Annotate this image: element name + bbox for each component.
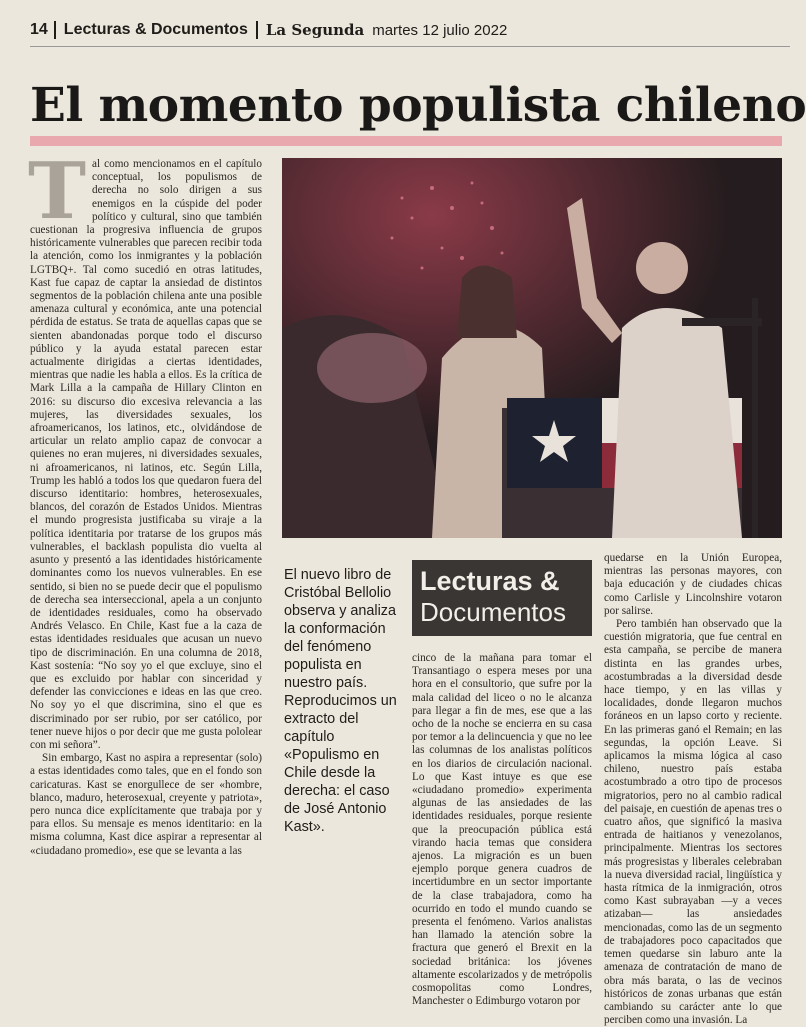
section-logo: [412, 560, 592, 636]
section-logo-line-2: Documentos: [420, 597, 566, 627]
issue-date: martes 12 julio 2022: [372, 21, 508, 39]
column-4-paragraph-1: quedarse en la Unión Europea, mientras las personas mayores, con baja educación y de ciudades chicas como Carlisle y Lincolnshire votaron por salirse.: [604, 552, 782, 617]
page-header: [30, 17, 790, 43]
article-deck: El nuevo libro de Cristóbal Bellolio observa y analiza la conformación del fenómeno populista en nuestro país. Reproducimos un extracto del capítulo «Populismo en Chile desde la derecha: el caso de José Antonio Kast».: [284, 567, 397, 835]
column-3-paragraph-1: cinco de la mañana para tomar el Transantiago o espera meses por una hora en el consultorio, que sufre por la mala calidad del liceo o no le alcanza para llegar a fin de mes, ese que a las ocho de la noche se encierra en su casa por temor a la delincuencia y que no lee las columnas de los analistas políticos en los diarios de circulación nacional. Lo que Kast intuye es que ese «ciudadano promedio» experimenta algunas de las ansiedades de las identidades residuales, porque resiente que la preocupación pública está virando hacia temas que considera ajenos. La migración es un buen ejemplo porque genera cuadros de incertidumbre en un sector importante de la clase trabajadora, como ha ocurrido en todo el mundo cuando se presenta el fenómeno. Varios analistas han llamado la atención sobre la fractura que generó el Brexit en la sociedad británica: los jóvenes altamente escolarizados y de metrópolis cosmopolitas como Londres, Manchester o Edimburgo votaron por: [412, 652, 592, 1008]
section-name: Lecturas & Documentos: [64, 21, 258, 39]
headline: El momento populista chileno: [30, 78, 806, 133]
section-logo-line-1: Lecturas &: [420, 566, 560, 596]
accent-bar: [30, 136, 782, 146]
drop-cap: T: [28, 146, 87, 237]
photo-kast-celebration-icon: [282, 158, 782, 538]
header-rule: [30, 46, 790, 47]
article-photo: [282, 158, 782, 538]
column-4-paragraph-2: Pero también han observado que la cuestión migratoria, que fue central en esta campaña, se percibe de manera distinta en las grandes urbes, acostumbradas a la diversidad desde hace tiempo, y en las villas y localidades, donde llegaron muchos foráneos en un lapso corto y reciente. En las primeras ganó el Remain; en las segundas, la opción Leave. Si aplicamos la misma lógica al caso chileno, nuestro país estaba acostumbrado a otro tipo de procesos migratorios, pero no al cambio radical del paisaje, en cuestión de apenas tres o cuatro años, que significó la masiva entrada de haitianos y venezolanos, principalmente. Mientras los sectores más progresistas y liberales celebraban la nueva diversidad racial, lingüística y hasta rítmica de la inmigración, otros como Kast subrayaban —y a veces atizaban— las ansiedades mencionadas, como las de un segmento de trabajadores poco capacitados que temen quedarse sin laburo ante la amenaza de contratación de mano de obra más barata, o las de vecinos históricos de zonas urbanas que están cambiando su carácter ante lo que perciben como una invasión. La: [604, 618, 782, 1027]
column-1-paragraph-2: Sin embargo, Kast no aspira a representar (solo) a estas identidades como tales, que en el fondo son caricaturas. Kast se enorgullece de ser «hombre, blanco, maduro, heterosexual, creyente y patriota», pero nunca dice explícitamente que trabaja por y para ellos. Su mensaje es menos identitario: en la misma columna, Kast dice aspirar a representar al «ciudadano promedio», ese que se levanta a las: [30, 752, 262, 857]
column-1: [28, 146, 262, 988]
column-1-paragraph-1: al como mencionamos en el capítulo conceptual, los populismos de derecha no solo dirigen a sus enemigos en la cúspide del poder político y cultural, sino que también cuestionan la progresiva influencia de grupos históricamente vulnerables que parecen recibir toda la atención, como los inmigrantes y la población LGTBQ+. Tal como sucedió en otras latitudes, Kast fue capaz de captar la ansiedad de distintos segmentos de la población chilena ante una posible amenaza cultural y económica, ante una potencial pérdida de estatus. Se trata de aquellas capas que se sienten abandonadas porque todo el discurso público y la ayuda estatal parecen estar actualmente dirigidas a ciertas identidades, mientras que nadie les habla a ellos. Es la crítica de Mark Lilla a la campaña de Hillary Clinton en 2016: su discurso dio excesiva relevancia a las mujeres, las diversidades sexuales, los afroamericanos, los latinos, etc., olvidándose de articular un relato amplio capaz de convocar a quienes no eran mujeres, ni diversidades sexuales, ni afroamericanos, ni latinos, etc. Según Lilla, Trump les habló a todos los que quedaron fuera del discurso identitario: hombres, heterosexuales, blancos, del corazón de Estados Unidos. Mientras el mundo progresista justificaba su viraje a la política identitaria por tratarse de los grupos más vulnerables, el backlash populista dio vuelta al asunto y presentó a las identidades históricamente dominantes como los nuevos vulnerables. En ese sentido, si bien no se puede decir que el populismo de derecha sea interseccional, apela a un conjunto de identidades residuales, como ha observado Andrés Velasco. En Chile, Kast fue a la caza de estas identidades residuales que acusan un nuevo tipo de discriminación. En una columna de 2018, Kast sostenía: “No soy yo el que excluye, sino el que es excluido por hablar con sinceridad y defender las convicciones e ideas en las que creo. No soy yo el que discrimina, sino el que es discriminado por ser rubio, por ser católico, por tener nueve hijos o por decir que me gusta pololear con mi señora”.: [30, 158, 262, 751]
column-3: [412, 652, 592, 1008]
page-number: 14: [30, 21, 56, 39]
newspaper-name: La Segunda: [265, 21, 365, 39]
column-4: [604, 552, 782, 1027]
